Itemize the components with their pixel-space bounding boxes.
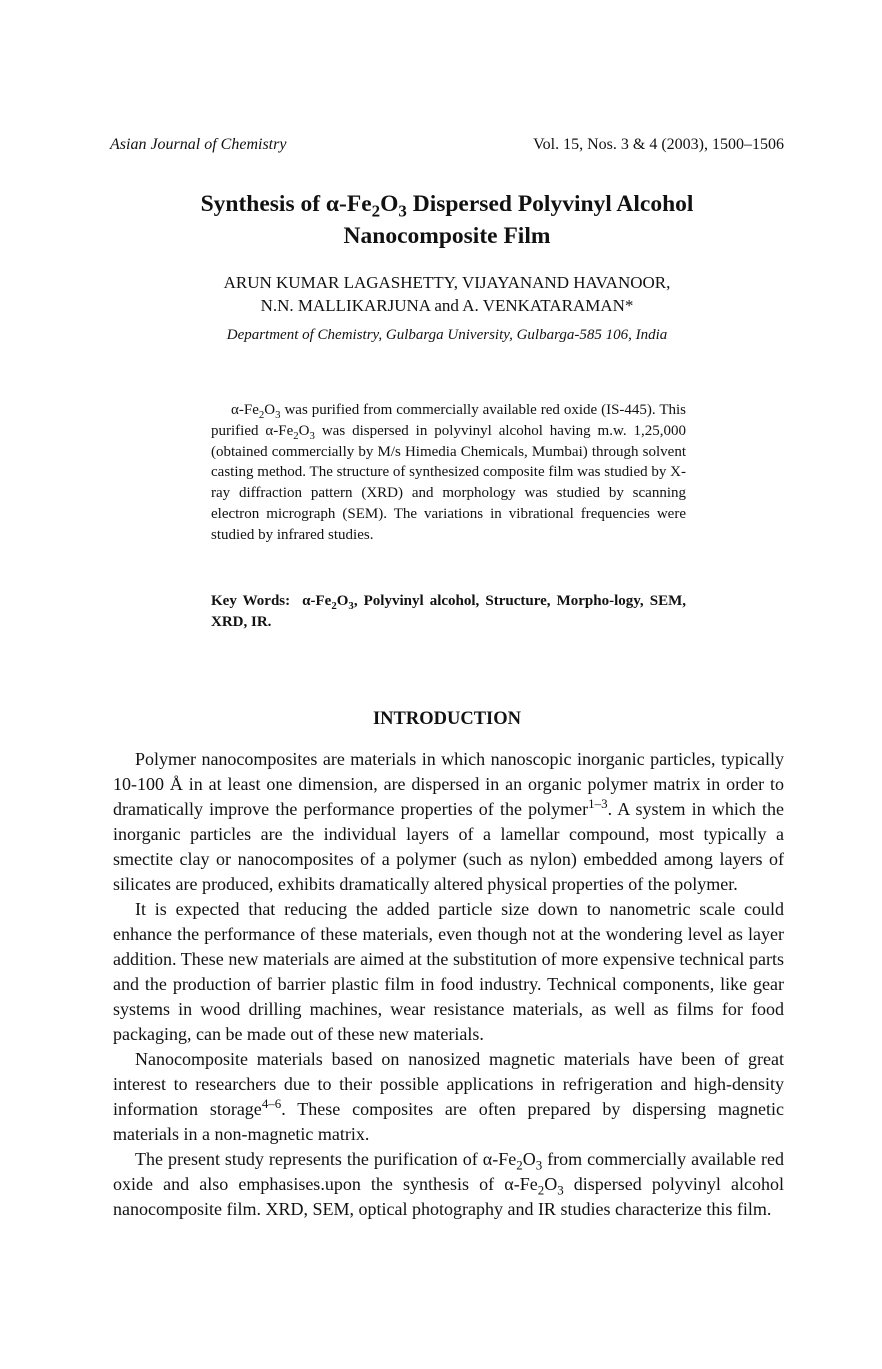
author-line-2: N.N. MALLIKARJUNA and A. VENKATARAMAN* bbox=[260, 296, 634, 315]
running-head bbox=[110, 136, 784, 160]
journal-name: Asian Journal of Chemistry bbox=[110, 136, 287, 153]
section-heading-introduction: INTRODUCTION bbox=[372, 709, 522, 729]
intro-paragraph-3: Nanocomposite materials based on nanosized magnetic materials have been of great interest to researchers due to their possible applications in refrigeration and high-density information storage$^{4-6}$. These composites are often prepared by dispersing magnetic materials in a non-magnetic matrix. bbox=[113, 1049, 784, 1144]
title-line-1: Synthesis of $\alpha-Fe_2O_3$ Dispersed Polyvinyl Alcohol bbox=[200, 191, 694, 221]
citation-ref: 1–3 bbox=[588, 796, 608, 811]
citation-ref: 4–6 bbox=[261, 1096, 282, 1111]
keywords: Key Words: $\alpha-Fe_2O_3$, Polyvinyl alcohol, Structure, Morpho-logy, SEM, XRD, IR. bbox=[211, 593, 686, 630]
intro-paragraph-2: It is expected that reducing the added particle size down to nanometric scale could enhance the performance of these materials, even though not at the wondering level as layer addition. These new materials are aimed at the substitution of more expensive technical parts and the production of barrier plastic film in food industry. Technical components, like gear systems in wood drilling machines, wear resistance materials, as well as films for food packaging, can be made out of these new materials. bbox=[113, 899, 784, 1044]
intro-paragraph-1: Polymer nanocomposites are materials in which nanoscopic inorganic particles, typically 10-100 Å in at least one dimension, are dispersed in an organic polymer matrix in order to dramatically improve the performance properties of the polymer$^{1-3}$. A system in which the inorganic particles are the individual layers of a lamellar compound, most typically a smectite clay or nanocomposites of a polymer (such as nylon) embedded among layers of silicates are produced, exhibits dramatically altered physical properties of the polymer. bbox=[113, 749, 784, 894]
paper-title bbox=[110, 188, 784, 252]
author-line-1: ARUN KUMAR LAGASHETTY, VIJAYANAND HAVANOOR, bbox=[223, 273, 671, 292]
keywords-label: Key Words: bbox=[211, 593, 291, 609]
volume-info: Vol. 15, Nos. 3 & 4 (2003), 1500–1506 bbox=[533, 136, 784, 153]
introduction-body bbox=[113, 747, 784, 1222]
affiliation: Department of Chemistry, Gulbarga University, Gulbarga-585 106, India bbox=[226, 327, 668, 343]
intro-paragraph-4: The present study represents the purification of $\alpha-Fe_2O_3$ from commercially available red oxide and also emphasises.upon the synthesis of $\alpha-Fe_2O_3$ dispersed polyvinyl alcohol nanocomposite film. XRD, SEM, optical photography and IR studies characterize this film. bbox=[113, 1149, 785, 1219]
title-line-2: Nanocomposite Film bbox=[343, 223, 551, 249]
author-list bbox=[110, 271, 784, 317]
abstract: $\alpha-Fe_2O_3$ was purified from commercially available red oxide (IS-445). This purified $\alpha-Fe_2O_3$ was dispersed in polyvinyl alcohol having m.w. 1,25,000 (obtained commercially by M/s Himedia Chemicals, Mumbai) through solvent casting method. The structure of synthesized composite film was studied by X-ray diffraction pattern (XRD) and morphology was studied by scanning electron micrograph (SEM). The variations in vibrational frequencies were studied by infrared studies. bbox=[211, 402, 686, 543]
